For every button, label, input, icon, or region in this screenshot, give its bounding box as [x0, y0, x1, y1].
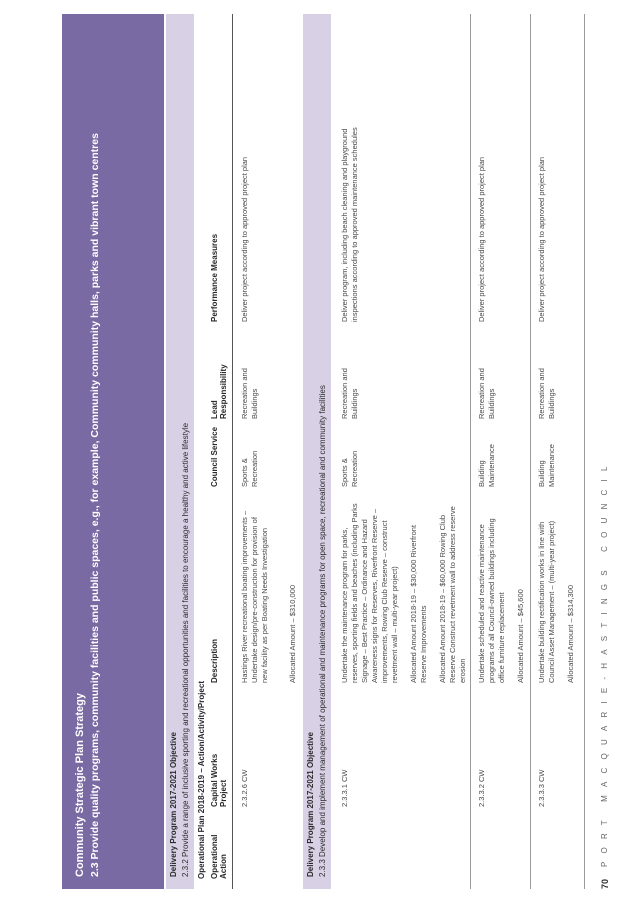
row-2-lead-responsibility: Recreation and Buildings	[340, 368, 359, 419]
objective-title: Delivery Program 2017-2021 Objective	[306, 732, 315, 877]
delivery-objective-2	[303, 14, 331, 889]
row-2-performance-measures: Deliver program, including beach cleaning and playground inspections according to approved maintenance schedules	[340, 127, 359, 322]
footer-council-name: PORT MACQUARIE-HASTINGS COUNCIL	[600, 458, 609, 867]
row-4-description-text: Undertake building rectification works in line with Council Asset Management – (multi-year project)	[537, 520, 556, 683]
row-3-allocated-amount: Allocated Amount – $45,600	[516, 589, 525, 683]
row-2-council-service: Sports & Recreation	[340, 450, 359, 487]
delivery-objective-1	[166, 14, 194, 889]
row-2-allocated-amount-1: Allocated Amount 2018-19 – $30,000 Riverfront Reserve Improvements	[409, 524, 428, 683]
row-1-capital-works: 2.3.2.6 CW	[240, 769, 249, 807]
row-divider	[470, 14, 471, 889]
row-1-description	[240, 503, 307, 683]
row-1-performance-measures: Deliver project according to approved project plan	[240, 156, 249, 322]
column-header-description: Description	[210, 638, 219, 683]
row-4-allocated-amount: Allocated Amount – $314,300	[566, 585, 575, 683]
operational-plan-label: Operational Plan 2018-2019 – Action/Activity/Project	[197, 681, 206, 879]
row-4-performance-measures: Deliver project according to approved project plan	[537, 156, 546, 322]
strategy-title: Community Strategic Plan Strategy	[74, 693, 86, 877]
row-3-council-service: Building Maintenance	[477, 444, 496, 487]
column-header-lead-responsibility: Lead Responsibility	[210, 364, 228, 419]
row-3-capital-works: 2.3.3.2 CW	[477, 769, 486, 807]
row-4-lead-responsibility: Recreation and Buildings	[537, 368, 556, 419]
row-2-description-text: Undertake the maintenance program for parks, reserves, sporting fields and beaches (including Parks Signage – Best Practice – Ordinance and Hazard Awareness signs for Reserves, Riverfront Reserve – improvements, Rowing Club Reserve – construct revetment wall – multi-year project)	[340, 503, 399, 683]
row-divider	[530, 14, 531, 889]
column-header-council-service: Council Service	[210, 426, 219, 487]
strategy-banner	[62, 14, 164, 889]
row-4-description	[537, 503, 585, 683]
row-4-council-service: Building Maintenance	[537, 444, 556, 487]
objective-text: 2.3.2 Provide a range of inclusive sporting and recreational opportunities and facilities to encourage a healthy and active lifestyle	[181, 422, 190, 877]
row-1-lead-responsibility: Recreation and Buildings	[240, 368, 259, 419]
header-rule	[232, 14, 233, 889]
row-1-council-service: Sports & Recreation	[240, 450, 259, 487]
page-number: 70	[600, 878, 610, 889]
row-1-allocated-amount: Allocated Amount – $310,000	[288, 585, 297, 683]
strategy-goal: 2.3 Provide quality programs, community facilities and public spaces, e.g., for example, Community community halls, parks and vibrant town centres	[89, 133, 101, 877]
row-1-description-text: Hastings River recreational boating improvements – Undertake design/pre-construction for provision of new facility as per Boating Needs Investigation	[240, 510, 269, 683]
row-4-capital-works: 2.3.3.3 CW	[537, 769, 546, 807]
objective-text: 2.3.3 Develop and implement management of operational and maintenance programs for open space, recreational and community facilities	[318, 385, 327, 877]
table-bottom-rule	[584, 14, 585, 889]
row-3-description	[477, 503, 535, 683]
column-header-capital-works: Capital Works Project	[210, 753, 228, 807]
row-3-lead-responsibility: Recreation and Buildings	[477, 368, 496, 419]
objective-title: Delivery Program 2017-2021 Objective	[169, 732, 178, 877]
column-header-operational-action: Operational Action	[210, 834, 228, 879]
row-2-description	[340, 498, 477, 683]
row-3-performance-measures: Deliver project according to approved project plan	[477, 156, 486, 322]
column-header-performance-measures: Performance Measures	[210, 233, 219, 322]
row-2-capital-works: 2.3.3.1 CW	[340, 769, 349, 807]
row-3-description-text: Undertake scheduled and reactive maintenance programs of all Council-owned buildings including office furniture replacement	[477, 518, 506, 683]
row-2-allocated-amount-2: Allocated Amount 2018-19 – $60,000 Rowing Club Reserve Construct revetment wall to address reserve erosion	[438, 506, 467, 683]
